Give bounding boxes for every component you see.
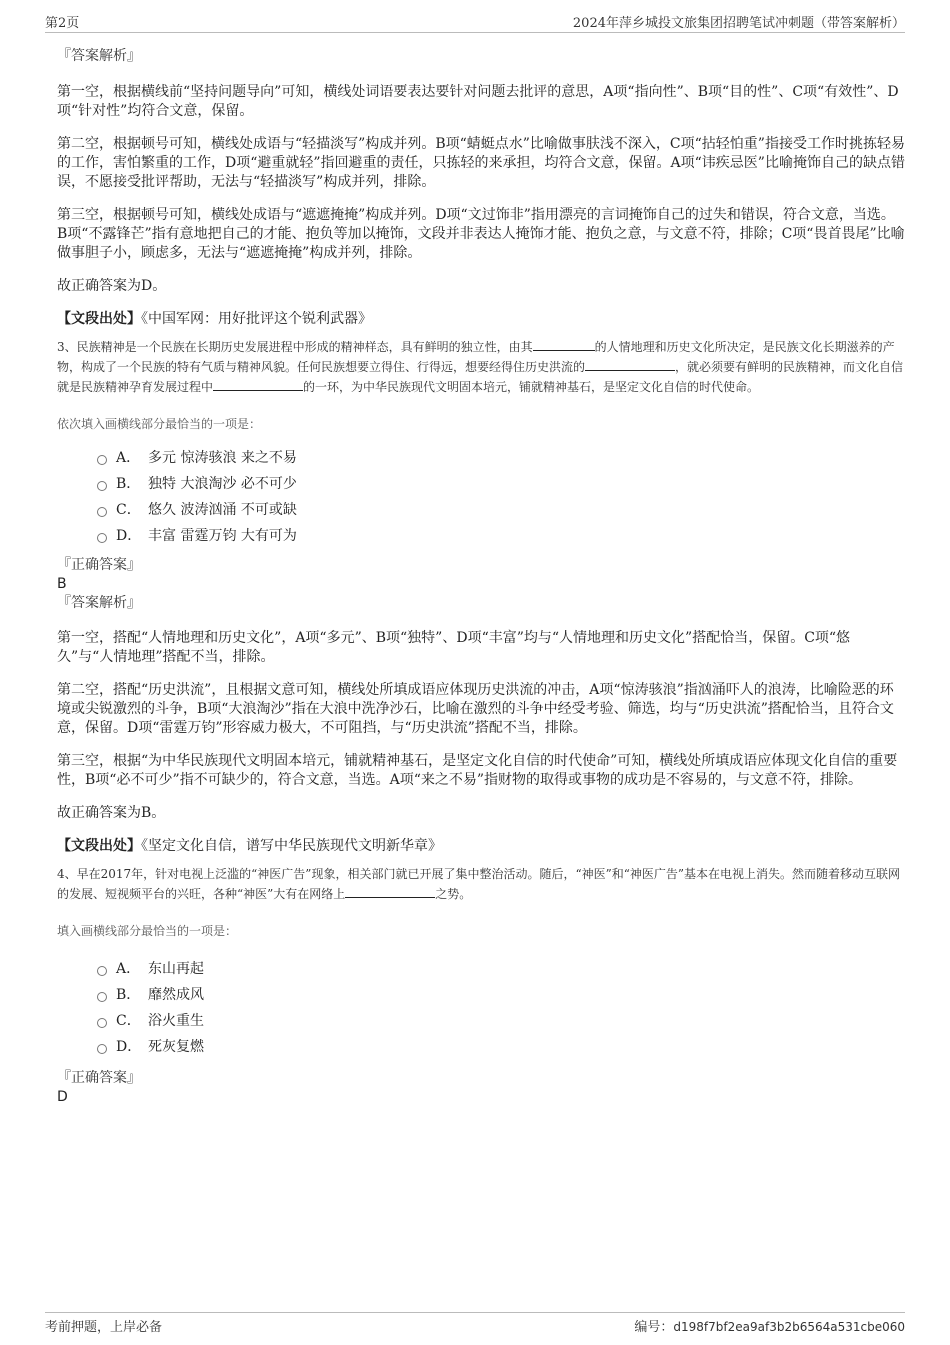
page-header [45, 12, 905, 33]
analysis-paragraph: 第一空，根据横线前“坚持问题导向”可知，横线处词语要表达要针对问题去批评的意思，A项“指向性”、B项“目的性”、C项“有效性”、D项“针对性”均符合文意，保留。 [57, 84, 899, 119]
document-title: 2024年萍乡城投文旅集团招聘笔试冲刺题（带答案解析） [572, 16, 905, 31]
page-footer [45, 1312, 905, 1335]
option-c[interactable]: C． 悠久 波涛汹涌 不可或缺 [97, 497, 905, 523]
option-b[interactable]: B． 靡然成风 [97, 982, 905, 1008]
blank-line [585, 358, 675, 371]
question-3-stem [57, 337, 905, 397]
radio-icon[interactable] [97, 1044, 107, 1054]
radio-icon[interactable] [97, 992, 107, 1002]
analysis-label: 『答案解析』 [57, 48, 141, 64]
options-list [97, 956, 905, 1060]
radio-icon[interactable] [97, 481, 107, 491]
option-a[interactable]: A． 东山再起 [97, 956, 905, 982]
blank-line [345, 885, 435, 898]
question-instruction: 依次填入画横线部分最恰当的一项是： [57, 417, 262, 431]
analysis-label: 『答案解析』 [57, 595, 141, 611]
question-text: 之势。 [435, 887, 472, 901]
correct-answer: B [57, 576, 67, 592]
option-a[interactable]: A． 多元 惊涛骇浪 来之不易 [97, 445, 905, 471]
document-code: 编号：d198f7bf2ea9af3b2b6564a531cbe060 [634, 1320, 905, 1335]
correct-answer-label: 『正确答案』 [57, 1070, 141, 1086]
analysis-paragraph: 第三空，根据顿号可知，横线处成语与“遮遮掩掩”构成并列。D项“文过饰非”指用漂亮的言词掩饰自己的过失和错误，符合文意，当选。B项“不露锋芒”指有意地把自己的才能、抱负等加以掩饰，文段并非表达人掩饰才能、抱负之意，与文意不符，排除；C项“畏首畏尾”比喻做事胆子小，顾虑多，无法与“遮遮掩掩”构成并列，排除。 [57, 207, 905, 261]
option-c[interactable]: C． 浴火重生 [97, 1008, 905, 1034]
analysis-paragraph: 第二空，根据顿号可知，横线处成语与“轻描淡写”构成并列。B项“蜻蜓点水”比喻做事肤浅不深入，C项“拈轻怕重”指接受工作时挑拣轻易的工作，害怕繁重的工作，D项“避重就轻”指回避重的责任，只拣轻的来承担，均符合文意，保留。A项“讳疾忌医”比喻掩饰自己的缺点错误，不愿接受批评帮助，无法与“轻描淡写”构成并列，排除。 [57, 136, 905, 190]
radio-icon[interactable] [97, 1018, 107, 1028]
conclusion: 故正确答案为B。 [57, 805, 166, 821]
page-number: 第2页 [45, 16, 80, 31]
radio-icon[interactable] [97, 455, 107, 465]
question-4-stem [57, 864, 905, 904]
conclusion: 故正确答案为D。 [57, 278, 167, 294]
source-title: 《坚定文化自信，谱写中华民族现代文明新华章》 [141, 838, 442, 854]
source-prefix: 【文段出处】 [57, 838, 141, 854]
question-instruction: 填入画横线部分最恰当的一项是： [57, 924, 238, 938]
radio-icon[interactable] [97, 966, 107, 976]
question-text: 4、早在2017年，针对电视上泛滥的“神医广告”现象，相关部门就已开展了集中整治活动。随后，“神医”和“神医广告”基本在电视上消失。然而随着移动互联网的发展、短视频平台的兴旺，各种“神医”大有在网络上 [57, 867, 900, 901]
source-line [57, 837, 905, 856]
question-text: 3、民族精神是一个民族在长期历史发展进程中形成的精神样态，具有鲜明的独立性，由其 [57, 340, 533, 354]
options-list [97, 445, 905, 549]
page-content [57, 44, 905, 1106]
option-d[interactable]: D． 丰富 雷霆万钧 大有可为 [97, 523, 905, 549]
question-text: 的人情地理和历史文化所决定，是民族文化长期滋养的产物，构成了一个民族的特有气质与精神风貌。任何民族想要立得住、行得远，想要经得住历史洪流的 [57, 340, 895, 374]
source-line [57, 310, 905, 329]
analysis-paragraph: 第三空，根据“为中华民族现代文明固本培元，铺就精神基石，是坚定文化自信的时代使命”可知，横线处所填成语应体现文化自信的重要性，B项“必不可少”指不可缺少的，符合文意，当选。A项“来之不易”指财物的取得或事物的成功是不容易的，与文意不符，排除。 [57, 753, 898, 788]
radio-icon[interactable] [97, 507, 107, 517]
analysis-paragraph: 第二空，搭配“历史洪流”，且根据文意可知，横线处所填成语应体现历史洪流的冲击，A项“惊涛骇浪”指汹涌吓人的浪涛，比喻险恶的环境或尖锐激烈的斗争，B项“大浪淘沙”指在大浪中洗净沙石，比喻在激烈的斗争中经受考验、筛选，均与“历史洪流”搭配恰当，且符合文意，保留。D项“雷霆万钧”形容威力极大，不可阻挡，与“历史洪流”搭配不当，排除。 [57, 682, 894, 736]
correct-answer: D [57, 1089, 68, 1105]
option-d[interactable]: D． 死灰复燃 [97, 1034, 905, 1060]
footer-slogan: 考前押题，上岸必备 [45, 1320, 163, 1335]
radio-icon[interactable] [97, 533, 107, 543]
question-text: ，就必须要有鲜明的民族精神，而文化自信就是民族精神孕育发展过程中 [57, 360, 904, 394]
correct-answer-label: 『正确答案』 [57, 557, 141, 573]
source-prefix: 【文段出处】 [57, 311, 141, 327]
blank-line [213, 378, 303, 391]
option-b[interactable]: B． 独特 大浪淘沙 必不可少 [97, 471, 905, 497]
source-title: 《中国军网：用好批评这个锐利武器》 [141, 311, 372, 327]
analysis-paragraph: 第一空，搭配“人情地理和历史文化”，A项“多元”、B项“独特”、D项“丰富”均与“人情地理和历史文化”搭配恰当，保留。C项“悠久”与“人情地理”搭配不当，排除。 [57, 630, 851, 665]
question-text: 的一环，为中华民族现代文明固本培元，铺就精神基石，是坚定文化自信的时代使命。 [303, 380, 760, 394]
blank-line [533, 338, 595, 351]
